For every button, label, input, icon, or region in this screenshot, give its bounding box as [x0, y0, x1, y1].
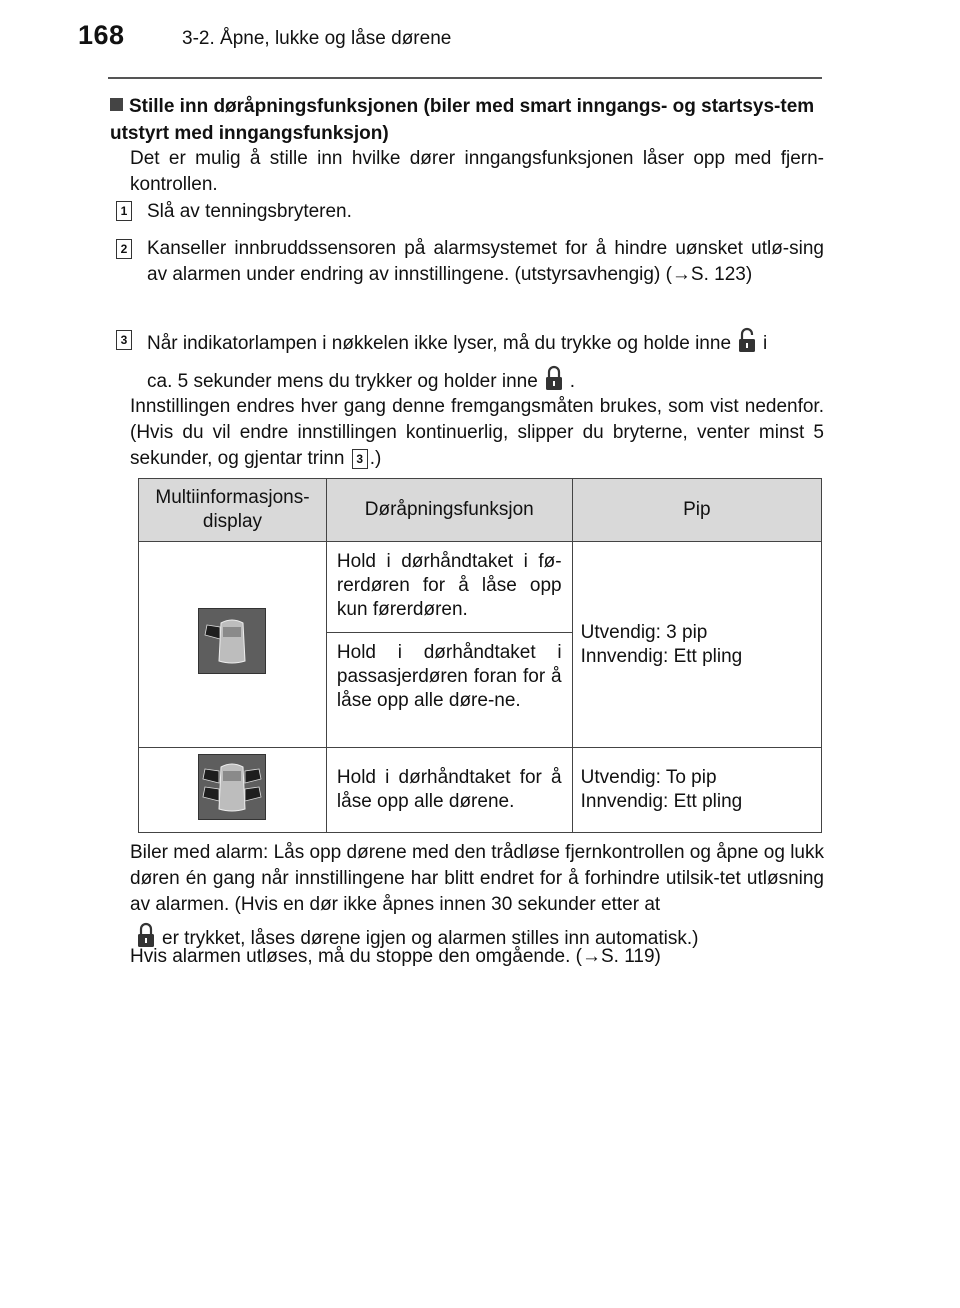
- step-3-text-d: .: [569, 371, 576, 392]
- lock-icon: [544, 365, 564, 391]
- alarm-note-text-a: Biler med alarm: Lås opp dørene med den trådløse fjernkontrollen og åpne og lukk døren én gang når innstillingene har blitt endret for å forhindre utilsik-tet utløsning av alarmen. (Hvis en dør ikke åpnes innen 30 sekunder etter at: [130, 842, 824, 915]
- header-function: Døråpningsfunksjon: [326, 479, 572, 542]
- unlock-icon: [737, 327, 757, 353]
- function-passenger-door: Hold i dørhåndtaket i passasjerdøren foran for å låse opp alle døre-ne.: [326, 633, 572, 748]
- step-1-text: Slå av tenningsbryteren.: [147, 201, 352, 222]
- step-ref-box: 3: [352, 449, 368, 469]
- function-driver-door: Hold i dørhåndtaket i fø-rerdøren for å låse opp kun førerdøren.: [326, 542, 572, 633]
- explanation-text-a: Innstillingen endres hver gang denne fremgangsmåten brukes, som vist nedenfor. (Hvis du vil endre innstillingen kontinuerlig, slipper du bryterne, venter minst 5 sekunder, og gjentar trinn: [130, 396, 824, 469]
- explanation-text: [130, 394, 824, 472]
- driver-door-open-display-icon: [198, 608, 266, 674]
- step-2-text: Kanseller innbruddssensoren på alarmsystemet for å hindre uønsket utlø-sing av alarmen under endring av innstillingene. (utstyrsavhengig) (→S. 123): [147, 238, 824, 285]
- header-divider: [108, 77, 822, 79]
- step-number-3: 3: [116, 330, 132, 350]
- alarm-note-text-b: er trykket, låses dørene igjen og alarmen stilles inn automatisk.): [162, 928, 699, 949]
- pip-inside-row1: Innvendig: Ett pling: [580, 645, 743, 667]
- display-cell-driver-door: [139, 542, 327, 748]
- pip-outside-row1: Utvendig: 3 pip: [580, 621, 708, 643]
- step-number-1: 1: [116, 201, 132, 221]
- pip-cell-row2: [572, 748, 821, 833]
- pip-cell-row1: [572, 542, 821, 748]
- chapter-title: 3-2. Åpne, lukke og låse dørene: [182, 28, 452, 49]
- header-pip: Pip: [572, 479, 821, 542]
- step-3-text-a: Når indikatorlampen i nøkkelen ikke lyser, må du trykke og holde inne: [147, 333, 732, 354]
- function-all-doors: Hold i dørhåndtaket for å låse opp alle dørene.: [326, 748, 572, 833]
- section-title: [110, 93, 825, 147]
- pip-outside-row2: Utvendig: To pip: [580, 767, 717, 788]
- step-3-text-c: ca. 5 sekunder mens du trykker og holder inne: [147, 371, 538, 392]
- header-display: Multiinformasjons-display: [139, 479, 327, 542]
- page-number: 168: [78, 20, 125, 50]
- step-3-text-b: i: [763, 333, 768, 354]
- section-title-text: Stille inn døråpningsfunksjonen (biler med smart inngangs- og startsys-tem utstyrt med inngangsfunksjon): [110, 96, 815, 144]
- table-header-row: [139, 479, 822, 542]
- display-cell-all-doors: [139, 748, 327, 833]
- table-row: [139, 748, 822, 833]
- alarm-note: [130, 840, 824, 918]
- section-square-icon: [110, 98, 123, 111]
- step-3-text: [147, 325, 824, 401]
- step-number-2: 2: [116, 239, 132, 259]
- door-unlock-settings-table: [138, 478, 822, 833]
- explanation-text-b: .): [369, 448, 382, 469]
- alarm-triggered-note: Hvis alarmen utløses, må du stoppe den omgående. (→S. 119): [130, 946, 661, 967]
- table-row: [139, 542, 822, 633]
- all-doors-open-display-icon: [198, 754, 266, 820]
- section-intro: Det er mulig å stille inn hvilke dører inngangsfunksjonen låser opp med fjern-kontrollen.: [130, 148, 824, 195]
- pip-inside-row2: Innvendig: Ett pling: [580, 791, 743, 812]
